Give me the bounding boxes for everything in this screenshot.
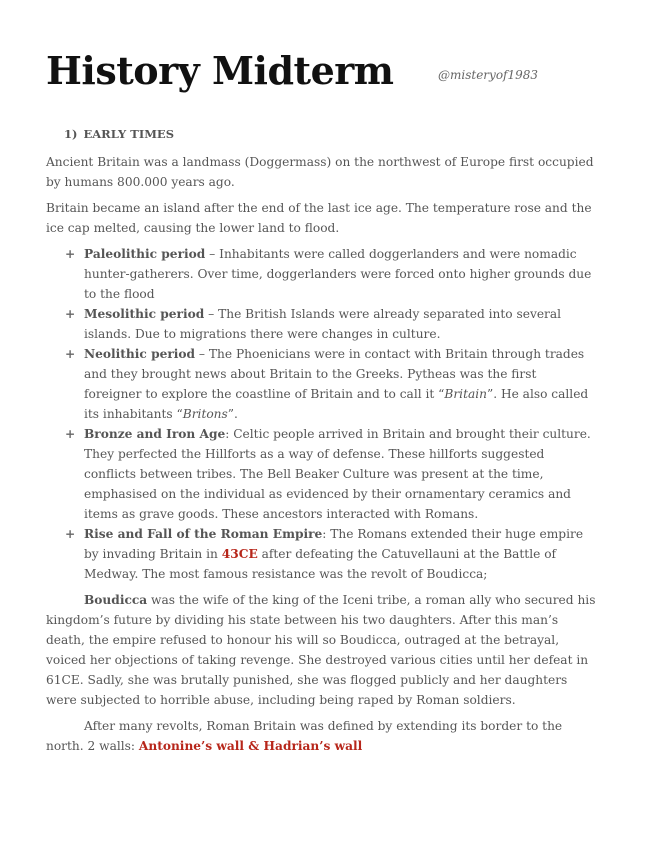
page-title: History Midterm xyxy=(46,48,394,93)
periods-list xyxy=(46,244,596,584)
separator: : xyxy=(225,427,234,441)
boudicca-text: was the wife of the king of the Iceni tribe, a roman ally who secured his kingdom’s future by dividing his state between his two daughters. After this man’s death, the empire refused to honour his will so Boudicca, outraged at the betrayal, voiced her objections of taking revenge. She destroyed various cities until her defeat in 61CE. Sadly, she was brutally punished, she was flogged publicly and her daughters were subjected to horrible abuse, including being raped by Roman soldiers. xyxy=(46,593,596,707)
intro-paragraph-1: Ancient Britain was a landmass (Doggermass) on the northwest of Europe first occupied by humans 800.000 years ago. xyxy=(46,155,594,189)
period-text: after defeating the Catuvellauni at the Battle of Medway. The most famous resistance was the revolt of Boudicca; xyxy=(84,547,557,581)
walls-paragraph xyxy=(46,716,596,756)
boudicca-term: Boudicca xyxy=(84,593,148,607)
period-text: ”. xyxy=(227,407,238,421)
period-term: Neolithic period xyxy=(84,347,196,361)
list-item-neolithic xyxy=(84,344,596,424)
author-handle: @misteryof1983 xyxy=(438,68,539,82)
list-item-roman-empire xyxy=(84,524,596,584)
period-term: Mesolithic period xyxy=(84,307,205,321)
document-body xyxy=(46,124,596,762)
period-term: Bronze and Iron Age xyxy=(84,427,226,441)
section-number: 1) xyxy=(64,127,78,141)
period-text: Inhabitants were called doggerlanders and were nomadic hunter-gatherers. Over time, doggerlanders were forced onto higher grounds due to the flood xyxy=(84,247,592,301)
separator: – xyxy=(195,347,209,361)
period-term: Rise and Fall of the Roman Empire xyxy=(84,527,323,541)
italic-britain: Britain xyxy=(444,387,487,401)
italic-britons: Britons xyxy=(182,407,228,421)
boudicca-paragraph xyxy=(46,590,596,710)
intro-paragraph-2: Britain became an island after the end of the last ice age. The temperature rose and the ice cap melted, causing the lower land to flood. xyxy=(46,201,592,235)
section-heading xyxy=(64,124,596,144)
list-item-mesolithic xyxy=(84,304,596,344)
separator: – xyxy=(205,247,220,261)
period-text: The British Islands were already separated into several islands. Due to migrations there were changes in culture. xyxy=(84,307,562,341)
section-title: EARLY TIMES xyxy=(83,127,174,141)
walls-text: After many revolts, Roman Britain was defined by extending its border to the north. 2 walls: xyxy=(46,719,563,753)
separator: : xyxy=(322,527,331,541)
separator: – xyxy=(204,307,219,321)
highlight-date: 43CE xyxy=(221,547,258,561)
list-item-bronze-iron xyxy=(84,424,596,524)
walls-highlight: Antonine’s wall & Hadrian’s wall xyxy=(138,739,363,753)
period-text: Celtic people arrived in Britain and brought their culture. They perfected the Hillforts as a way of defense. These hillforts suggested conflicts between tribes. The Bell Beaker Culture was present at the time, emphasised on the individual as evidenced by their ornamentary ceramics and items as grave goods. These ancestors interacted with Romans. xyxy=(84,427,591,521)
period-term: Paleolithic period xyxy=(84,247,206,261)
list-item-paleolithic xyxy=(84,244,596,304)
period-text: The Romans extended their huge empire by invading Britain in xyxy=(84,527,584,561)
period-text: The Phoenicians were in contact with Britain through trades and they brought news about Britain to the Greeks. Pytheas was the first foreigner to explore the coastline of Britain and to call it “ xyxy=(84,347,585,401)
period-text: ”. He also called its inhabitants “ xyxy=(84,387,589,421)
